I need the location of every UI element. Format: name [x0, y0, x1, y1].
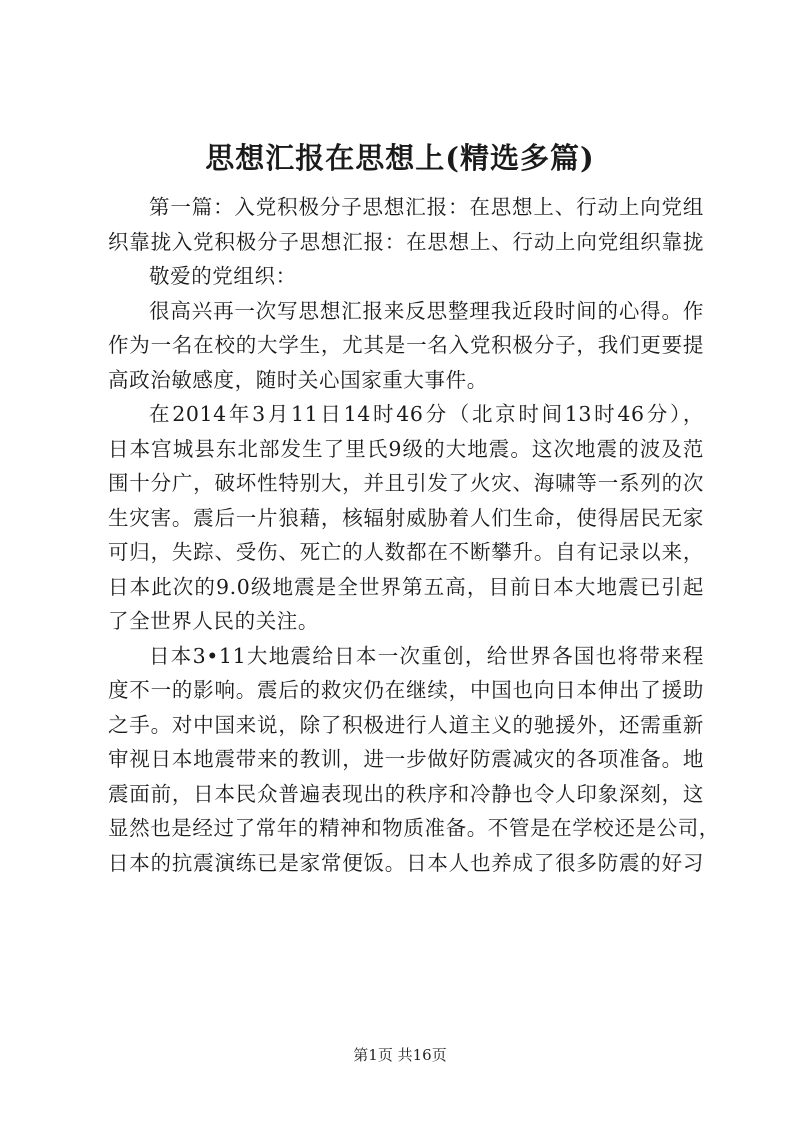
paragraph-line: 了全世界人民的关注。	[108, 609, 319, 633]
paragraph-line: 审视日本地震带来的教训，进一步做好防震减灾的各项准备。地	[108, 747, 704, 771]
page-number-footer: 第1页 共16页	[353, 1046, 447, 1064]
paragraph-line: 织靠拢入党积极分子思想汇报：在思想上、行动上向党组织靠拢	[108, 229, 704, 254]
document-title: 思想汇报在思想上(精选多篇)	[205, 141, 595, 175]
paragraph-line: 日本3•11大地震给日本一次重创，给世界各国也将带来程	[149, 643, 704, 668]
paragraph-line: 作为一名在校的大学生，尤其是一名入党积极分子，我们更要提	[108, 333, 704, 357]
paragraph-line: 之手。对中国来说，除了积极进行人道主义的驰援外，还需重新	[108, 712, 704, 737]
paragraph-line: 第一篇：入党积极分子思想汇报：在思想上、行动上向党组	[149, 195, 704, 219]
paragraph-line: 震面前，日本民众普遍表现出的秩序和冷静也令人印象深刻，这	[108, 781, 704, 806]
paragraph-line: 日本的抗震演练已是家常便饭。日本人也养成了很多防震的好习	[108, 850, 704, 875]
paragraph-line: 度不一的影响。震后的救灾仍在继续，中国也向日本伸出了援助	[108, 678, 704, 702]
document-body	[108, 190, 720, 880]
paragraph-line: 围十分广，破坏性特别大，并且引发了火灾、海啸等一系列的次	[108, 471, 704, 495]
paragraph-line: 日本此次的9.0级地震是全世界第五高，目前日本大地震已引起	[108, 574, 704, 599]
paragraph-line: 在2014年3月11日14时46分（北京时间13时46分），	[149, 402, 704, 426]
paragraph-line: 高政治敏感度，随时关心国家重大事件。	[108, 367, 488, 392]
paragraph-line: 很高兴再一次写思想汇报来反思整理我近段时间的心得。作	[149, 298, 704, 323]
paragraph-line: 显然也是经过了常年的精神和物质准备。不管是在学校还是公司，	[108, 816, 720, 840]
paragraph-line: 生灾害。震后一片狼藉，核辐射威胁着人们生命，使得居民无家	[108, 505, 704, 530]
paragraph-line: 日本宫城县东北部发生了里氏9级的大地震。这次地震的波及范	[108, 436, 704, 461]
paragraph-line: 可归，失踪、受伤、死亡的人数都在不断攀升。自有记录以来，	[108, 540, 704, 564]
salutation-line: 敬爱的党组织：	[149, 264, 297, 288]
